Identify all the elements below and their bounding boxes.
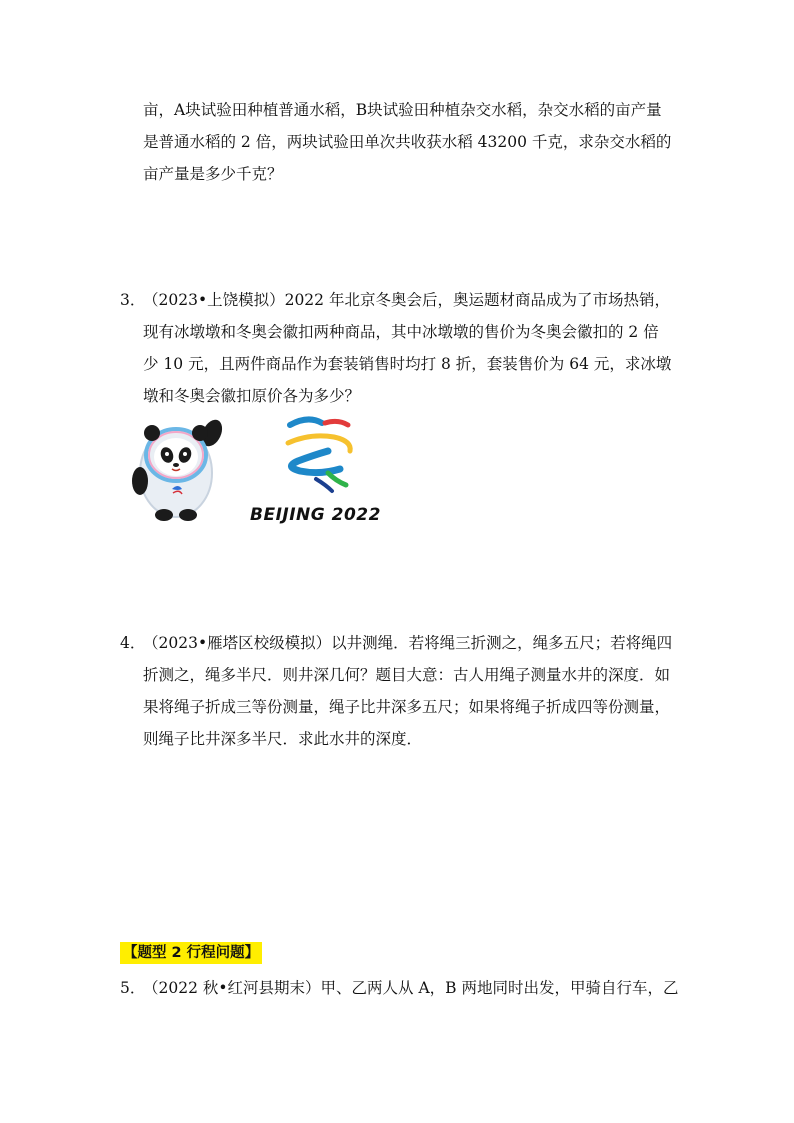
section-title: 【题型 2 行程问题】: [120, 942, 262, 964]
beijing-2022-emblem-icon: [270, 415, 370, 495]
mascot-icon: [130, 415, 230, 523]
q3-line-4: 墩和冬奥会徽扣原价各为多少？: [143, 387, 361, 405]
q2-line-2: 是普通水稻的 2 倍，两块试验田单次共收获水稻 43200 千克，求杂交水稻的: [143, 133, 672, 151]
q2-line-1: 亩，A块试验田种植普通水稻，B块试验田种植杂交水稻，杂交水稻的亩产量: [143, 101, 662, 119]
beijing-2022-text: BEIJING 2022: [250, 505, 381, 525]
q3-number: 3．: [120, 291, 146, 309]
q2-line-3: 亩产量是多少千克？: [143, 165, 283, 183]
q4-number: 4．: [120, 634, 146, 652]
q5-line-1: （2022 秋•红河县期末）甲、乙两人从 A，B 两地同时出发，甲骑自行车，乙: [143, 979, 679, 997]
q4-line-1: （2023•雁塔区校级模拟）以井测绳．若将绳三折测之，绳多五尺；若将绳四: [143, 634, 673, 652]
q4-line-3: 果将绳子折成三等份测量，绳子比井深多五尺；如果将绳子折成四等份测量，: [143, 698, 671, 716]
q5-number: 5．: [120, 979, 146, 997]
q4-line-4: 则绳子比井深多半尺．求此水井的深度．: [143, 730, 423, 748]
q3-images: [130, 415, 390, 530]
q3-line-1: （2023•上饶模拟）2022 年北京冬奥会后，奥运题材商品成为了市场热销，: [143, 291, 670, 309]
q3-line-3: 少 10 元，且两件商品作为套装销售时均打 8 折，套装售价为 64 元，求冰墩: [143, 355, 672, 373]
q4-line-2: 折测之，绳多半尺．则井深几何？题目大意：古人用绳子测量水井的深度．如: [143, 666, 671, 684]
q3-line-2: 现有冰墩墩和冬奥会徽扣两种商品，其中冰墩墩的售价为冬奥会徽扣的 2 倍: [143, 323, 659, 341]
